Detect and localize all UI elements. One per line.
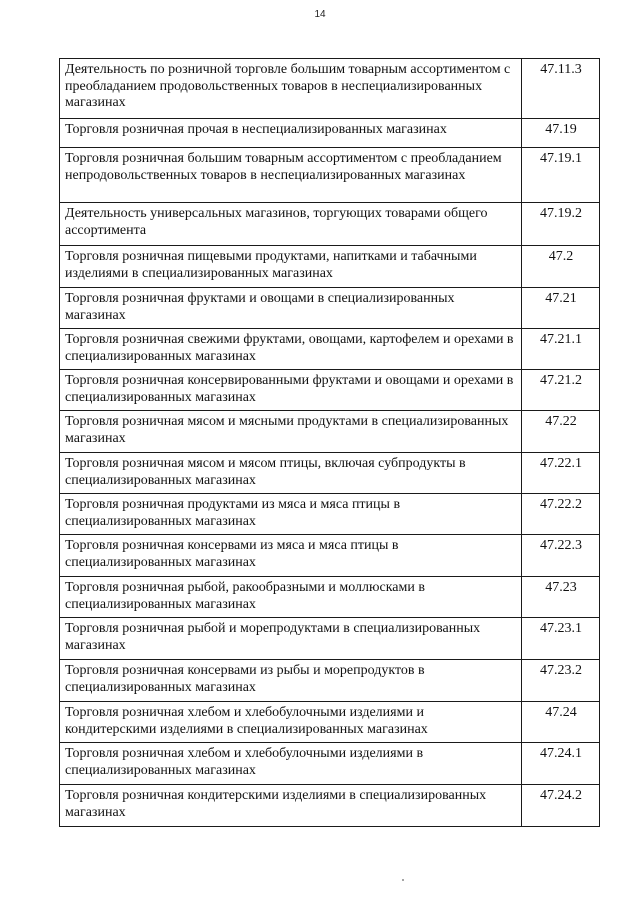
okved-code-cell: 47.23.1 xyxy=(522,618,600,660)
table-row xyxy=(60,119,600,148)
table-row xyxy=(60,577,600,618)
okved-code-cell: 47.22.3 xyxy=(522,535,600,577)
table-row xyxy=(60,743,600,785)
okved-code-cell: 47.19 xyxy=(522,119,600,148)
table-row xyxy=(60,702,600,743)
table-row xyxy=(60,370,600,411)
activity-name-cell: Торговля розничная хлебом и хлебобулочными изделиями в специализированных магазинах xyxy=(60,743,522,785)
okved-code-cell: 47.21 xyxy=(522,288,600,329)
okved-code-cell: 47.19.1 xyxy=(522,148,600,203)
okved-code-cell: 47.21.1 xyxy=(522,329,600,370)
table-row xyxy=(60,535,600,577)
okved-code-cell: 47.23 xyxy=(522,577,600,618)
okved-code-cell: 47.2 xyxy=(522,246,600,288)
table-row xyxy=(60,785,600,827)
activity-name-cell: Торговля розничная мясом и мясом птицы, включая субпродукты в специализированных магазинах xyxy=(60,453,522,494)
activity-name-cell: Деятельность универсальных магазинов, торгующих товарами общего ассортимента xyxy=(60,203,522,246)
okved-code-cell: 47.24 xyxy=(522,702,600,743)
okved-code-cell: 47.24.2 xyxy=(522,785,600,827)
okved-code-cell: 47.21.2 xyxy=(522,370,600,411)
activity-name-cell: Торговля розничная рыбой и морепродуктами в специализированных магазинах xyxy=(60,618,522,660)
okved-code-cell: 47.22 xyxy=(522,411,600,453)
activity-name-cell: Торговля розничная большим товарным ассортиментом с преобладанием непродовольственных товаров в неспециализированных магазинах xyxy=(60,148,522,203)
table-row xyxy=(60,494,600,535)
table-row xyxy=(60,453,600,494)
activity-name-cell: Торговля розничная продуктами из мяса и мяса птицы в специализированных магазинах xyxy=(60,494,522,535)
table-row xyxy=(60,246,600,288)
activity-name-cell: Торговля розничная консервами из рыбы и морепродуктов в специализированных магазинах xyxy=(60,660,522,702)
activity-name-cell: Торговля розничная фруктами и овощами в специализированных магазинах xyxy=(60,288,522,329)
page-number: 14 xyxy=(314,9,326,20)
table-row xyxy=(60,288,600,329)
table-row xyxy=(60,411,600,453)
okved-code-cell: 47.23.2 xyxy=(522,660,600,702)
table-row xyxy=(60,59,600,119)
table-row xyxy=(60,618,600,660)
scan-speck xyxy=(402,879,404,881)
activity-name-cell: Деятельность по розничной торговле большим товарным ассортиментом с преобладанием продовольственных товаров в неспециализированных магазинах xyxy=(60,59,522,119)
table-row xyxy=(60,660,600,702)
table-row xyxy=(60,148,600,203)
okved-code-cell: 47.19.2 xyxy=(522,203,600,246)
activity-name-cell: Торговля розничная свежими фруктами, овощами, картофелем и орехами в специализированных магазинах xyxy=(60,329,522,370)
okved-table xyxy=(59,58,600,827)
activity-name-cell: Торговля розничная кондитерскими изделиями в специализированных магазинах xyxy=(60,785,522,827)
activity-name-cell: Торговля розничная пищевыми продуктами, напитками и табачными изделиями в специализированных магазинах xyxy=(60,246,522,288)
okved-code-cell: 47.11.3 xyxy=(522,59,600,119)
activity-name-cell: Торговля розничная прочая в неспециализированных магазинах xyxy=(60,119,522,148)
activity-name-cell: Торговля розничная мясом и мясными продуктами в специализированных магазинах xyxy=(60,411,522,453)
activity-name-cell: Торговля розничная рыбой, ракообразными и моллюсками в специализированных магазинах xyxy=(60,577,522,618)
okved-code-cell: 47.22.2 xyxy=(522,494,600,535)
okved-code-cell: 47.24.1 xyxy=(522,743,600,785)
okved-table-body xyxy=(60,59,600,827)
activity-name-cell: Торговля розничная консервированными фруктами и овощами и орехами в специализированных магазинах xyxy=(60,370,522,411)
okved-code-cell: 47.22.1 xyxy=(522,453,600,494)
table-row xyxy=(60,329,600,370)
table-row xyxy=(60,203,600,246)
activity-name-cell: Торговля розничная консервами из мяса и мяса птицы в специализированных магазинах xyxy=(60,535,522,577)
activity-name-cell: Торговля розничная хлебом и хлебобулочными изделиями и кондитерскими изделиями в специализированных магазинах xyxy=(60,702,522,743)
